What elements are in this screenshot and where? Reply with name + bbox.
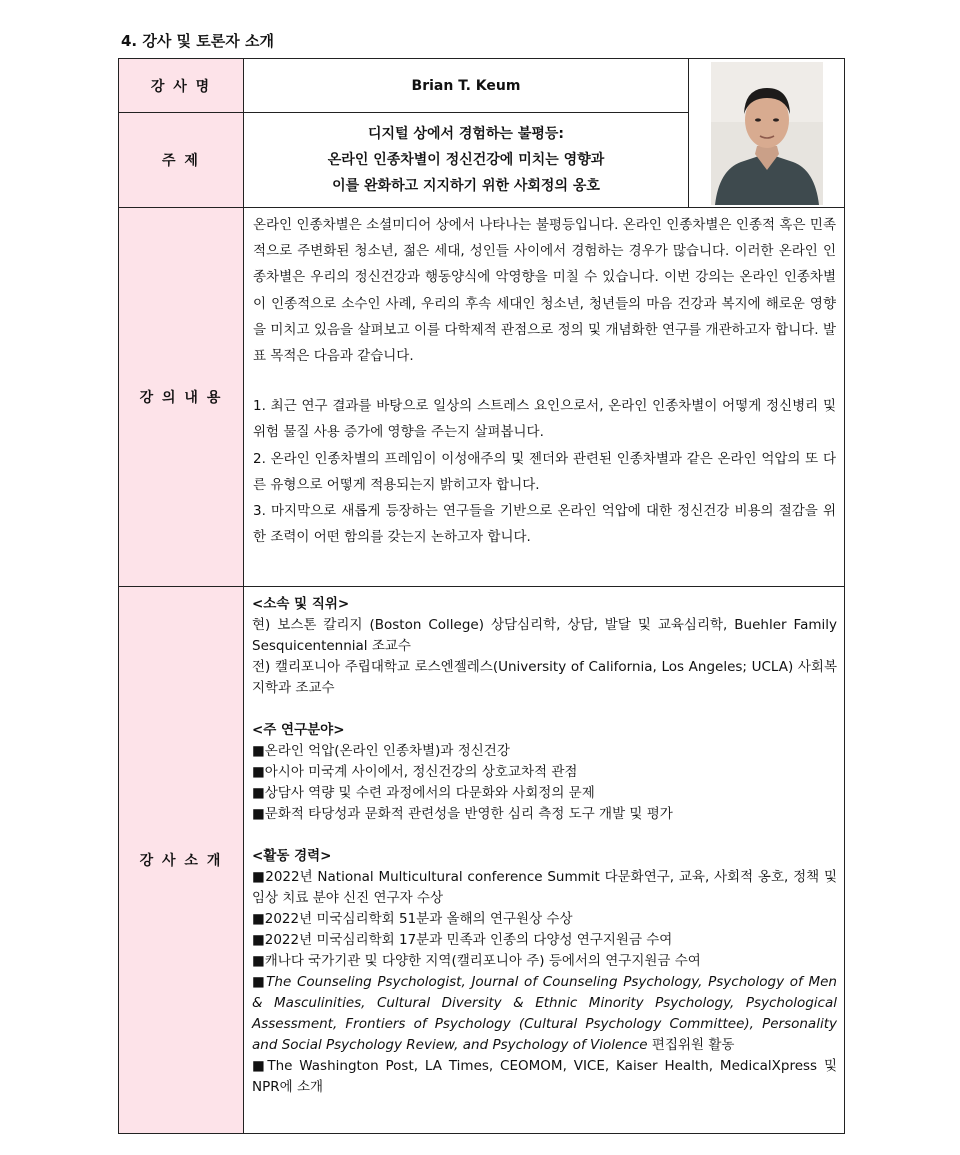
research-item: ■상담사 역량 및 수련 과정에서의 다문화와 사회정의 문제 — [252, 785, 595, 801]
activity-item: ■2022년 미국심리학회 51분과 올해의 연구원상 수상 — [252, 911, 573, 927]
affiliation-heading: <소속 및 직위> — [252, 596, 350, 612]
speaker-info-table — [118, 58, 845, 1134]
topic-text — [244, 113, 689, 208]
topic-line-2: 온라인 인종차별이 정신건강에 미치는 영향과 — [327, 152, 605, 168]
research-item: ■아시아 미국계 사이에서, 정신건강의 상호교차적 관점 — [252, 764, 578, 780]
content-point-3: 3. 마지막으로 새롭게 등장하는 연구들을 기반으로 온라인 억압에 대한 정신건강 비용의 절감을 위한 조력이 어떤 함의를 갖는지 논하고자 합니다. — [253, 503, 836, 546]
activity-item: ■캐나다 국가기관 및 다양한 지역(캘리포니아 주) 등에서의 연구지원금 수여 — [252, 953, 701, 969]
lecture-content — [244, 208, 845, 587]
journals-item — [252, 972, 837, 1056]
label-speaker: 강 사 명 — [119, 59, 244, 113]
photo-cell — [689, 59, 845, 208]
journal-list: The Counseling Psychologist, Journal of Counseling Psychology, Psychology of Men & Masculinities, Cultural Diversity & Ethnic Minority Psychology, Psychological Assessment, Frontiers of Psychology (Cultural Psychology Committee), Personality and Social Psychology Review, and Psychology of Violence — [252, 974, 837, 1053]
topic-line-3: 이를 완화하고 지지하기 위한 사회정의 옹호 — [332, 178, 600, 194]
speaker-name: Brian T. Keum — [244, 59, 689, 113]
section-title: 4. 강사 및 토론자 소개 — [121, 32, 274, 50]
media-item: ■The Washington Post, LA Times, CEOMOM, VICE, Kaiser Health, MedicalXpress 및 NPR에 소개 — [252, 1058, 837, 1095]
content-point-2: 2. 온라인 인종차별의 프레임이 이성애주의 및 젠더와 관련된 인종차별과 같은 온라인 억압의 또 다른 유형으로 어떻게 적용되는지 밝히고자 합니다. — [253, 450, 836, 493]
topic-line-1: 디지털 상에서 경험하는 불평등: — [367, 126, 565, 142]
journals-suffix: 편집위원 활동 — [647, 1037, 735, 1053]
speaker-photo — [711, 62, 823, 205]
content-intro: 온라인 인종차별은 소셜미디어 상에서 나타나는 불평등입니다. 온라인 인종차별은 인종적 혹은 민족적으로 주변화된 청소년, 젊은 세대, 성인들 사이에서 경험하는 경우가 많습니다. 이러한 온라인 인종차별은 우리의 정신건강과 행동양식에 악영향을 미칠 수 있습니다. 이번 강의는 온라인 인종차별이 인종적으로 소수인 사례, 우리의 후속 세대인 청소년, 청년들의 마음 건강과 복지에 해로운 영향을 미치고 있음을 살펴보고 이를 다학제적 관점으로 정의 및 개념화한 연구를 개관하고자 합니다. 발표 목적은 다음과 같습니다. — [253, 217, 836, 365]
activity-heading: <활동 경력> — [252, 848, 332, 864]
activity-item: ■2022년 National Multicultural conference Summit 다문화연구, 교육, 사회적 옹호, 정책 및 임상 치료 분야 신진 연구자 수상 — [252, 869, 837, 906]
affiliation-current: 현) 보스톤 칼리지 (Boston College) 상담심리학, 상담, 발달 및 교육심리학, Buehler Family Sesquicentennial 조교수 — [252, 617, 837, 654]
activity-item: ■2022년 미국심리학회 17분과 민족과 인종의 다양성 연구지원금 수여 — [252, 932, 673, 948]
affiliation-former: 전) 캘리포니아 주립대학교 로스엔젤레스(University of California, Los Angeles; UCLA) 사회복지학과 조교수 — [252, 659, 837, 696]
research-item: ■온라인 억압(온라인 인종차별)과 정신건강 — [252, 743, 510, 759]
label-content: 강 의 내 용 — [119, 208, 244, 587]
research-item: ■문화적 타당성과 문화적 관련성을 반영한 심리 측정 도구 개발 및 평가 — [252, 806, 673, 822]
research-heading: <주 연구분야> — [252, 722, 345, 738]
speaker-bio — [244, 587, 845, 1134]
label-intro: 강 사 소 개 — [119, 587, 244, 1134]
journals-bullet: ■ — [252, 974, 267, 990]
content-point-1: 1. 최근 연구 결과를 바탕으로 일상의 스트레스 요인으로서, 온라인 인종차별이 어떻게 정신병리 및 위험 물질 사용 증가에 영향을 주는지 살펴봅니다. — [253, 398, 836, 441]
label-topic: 주 제 — [119, 113, 244, 208]
